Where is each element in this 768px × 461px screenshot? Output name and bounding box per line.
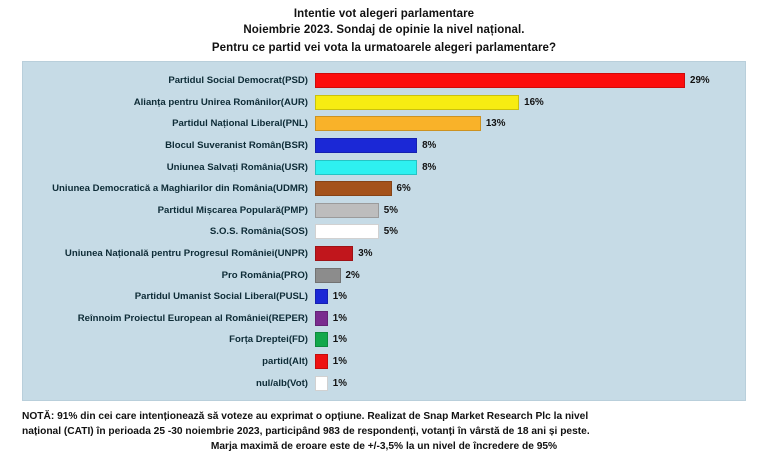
bar-row — [23, 92, 745, 114]
bar — [315, 203, 379, 218]
bar-row — [23, 264, 745, 286]
bar-category-label: Reînnoim Proiectul European al României(REPER) — [77, 312, 308, 324]
bar-row — [23, 372, 745, 394]
bar-value-label: 29% — [690, 75, 710, 87]
bar — [315, 181, 392, 196]
bar-value-label: 3% — [358, 248, 373, 260]
bar-value-label: 8% — [422, 161, 437, 173]
bar-category-label: Alianța pentru Unirea Românilor(AUR) — [133, 96, 308, 108]
bar-track — [315, 243, 745, 265]
bar-row — [23, 135, 745, 157]
bar-value-label: 6% — [396, 183, 411, 195]
bar-row — [23, 178, 745, 200]
bar-row — [23, 351, 745, 373]
bar-row — [23, 70, 745, 92]
bar — [315, 289, 328, 304]
bar — [315, 246, 353, 261]
bar-value-label: 1% — [332, 312, 347, 324]
bar-value-label: 1% — [332, 291, 347, 303]
bar-value-label: 5% — [383, 204, 398, 216]
bar-value-label: 13% — [485, 118, 506, 130]
bar-row — [23, 286, 745, 308]
bar-category-label: partid(Alt) — [262, 356, 308, 368]
bar-category-label: Partidul Umanist Social Liberal(PUSL) — [134, 291, 308, 303]
bar-rows — [23, 70, 745, 394]
bar — [315, 95, 519, 110]
footnote-line-3: Marja maximă de eroare este de +/-3,5% la un nivel de încredere de 95% — [210, 441, 558, 452]
chart-plot-area — [22, 61, 746, 401]
chart-titles — [0, 0, 768, 56]
bar-track — [315, 351, 745, 373]
bar-track — [315, 221, 745, 243]
bar-category-label: Forța Dreptei(FD) — [229, 334, 308, 346]
bar — [315, 268, 341, 283]
bar-category-label: nul/alb(Vot) — [255, 377, 308, 389]
bar-row — [23, 156, 745, 178]
chart-title-line-2: Noiembrie 2023. Sondaj de opinie la nivel național. — [243, 24, 525, 36]
bar-value-label: 8% — [422, 140, 437, 152]
chart-title-line-1: Intentie vot alegeri parlamentare — [293, 8, 475, 20]
bar-track — [315, 113, 745, 135]
bar-category-label: Partidul Mișcarea Populară(PMP) — [157, 204, 308, 216]
bar — [315, 354, 328, 369]
bar-value-label: 1% — [332, 377, 347, 389]
bar — [315, 332, 328, 347]
bar-track — [315, 286, 745, 308]
footnote-line-2: național (CATI) în perioada 25 -30 noiembrie 2023, participând 983 de respondenți, votanți în vârstă de 18 ani și peste. — [22, 426, 590, 437]
bar-row — [23, 113, 745, 135]
bar-value-label: 1% — [332, 356, 347, 368]
bar — [315, 73, 685, 88]
bar-category-label: Partidul Național Liberal(PNL) — [172, 118, 308, 130]
chart-question: Pentru ce partid vei vota la urmatoarele alegeri parlamentare? — [211, 42, 557, 54]
bar-value-label: 16% — [524, 96, 544, 108]
bar-row — [23, 200, 745, 222]
chart-footnote — [22, 409, 746, 454]
footnote-line-1: NOTĂ: 91% din cei care intenționează să voteze au exprimat o opțiune. Realizat de Snap Market Research Plc la nivel — [22, 411, 589, 422]
bar-track — [315, 70, 745, 92]
bar-value-label: 1% — [332, 334, 347, 346]
bar-category-label: Pro România(PRO) — [221, 269, 308, 281]
bar-row — [23, 308, 745, 330]
bar — [315, 224, 379, 239]
bar — [315, 138, 417, 153]
bar-row — [23, 243, 745, 265]
bar-category-label: Uniunea Salvați România(USR) — [166, 161, 308, 173]
bar-track — [315, 135, 745, 157]
bar-track — [315, 308, 745, 330]
bar — [315, 376, 328, 391]
bar-category-label: Uniunea Națională pentru Progresul României(UNPR) — [64, 248, 308, 260]
bar-track — [315, 372, 745, 394]
bar-track — [315, 156, 745, 178]
bar-category-label: S.O.S. România(SOS) — [209, 226, 308, 238]
bar-track — [315, 264, 745, 286]
bar-value-label: 5% — [383, 226, 398, 238]
bar-track — [315, 92, 745, 114]
bar — [315, 311, 328, 326]
bar — [315, 116, 481, 131]
bar-row — [23, 329, 745, 351]
bar-category-label: Partidul Social Democrat(PSD) — [168, 75, 308, 87]
bar-category-label: Blocul Suveranist Român(BSR) — [165, 140, 308, 152]
bar-track — [315, 329, 745, 351]
bar-value-label: 2% — [345, 269, 360, 281]
bar-category-label: Uniunea Democratică a Maghiarilor din România(UDMR) — [52, 183, 308, 195]
bar-row — [23, 221, 745, 243]
bar — [315, 160, 417, 175]
bar-track — [315, 200, 745, 222]
bar-track — [315, 178, 745, 200]
